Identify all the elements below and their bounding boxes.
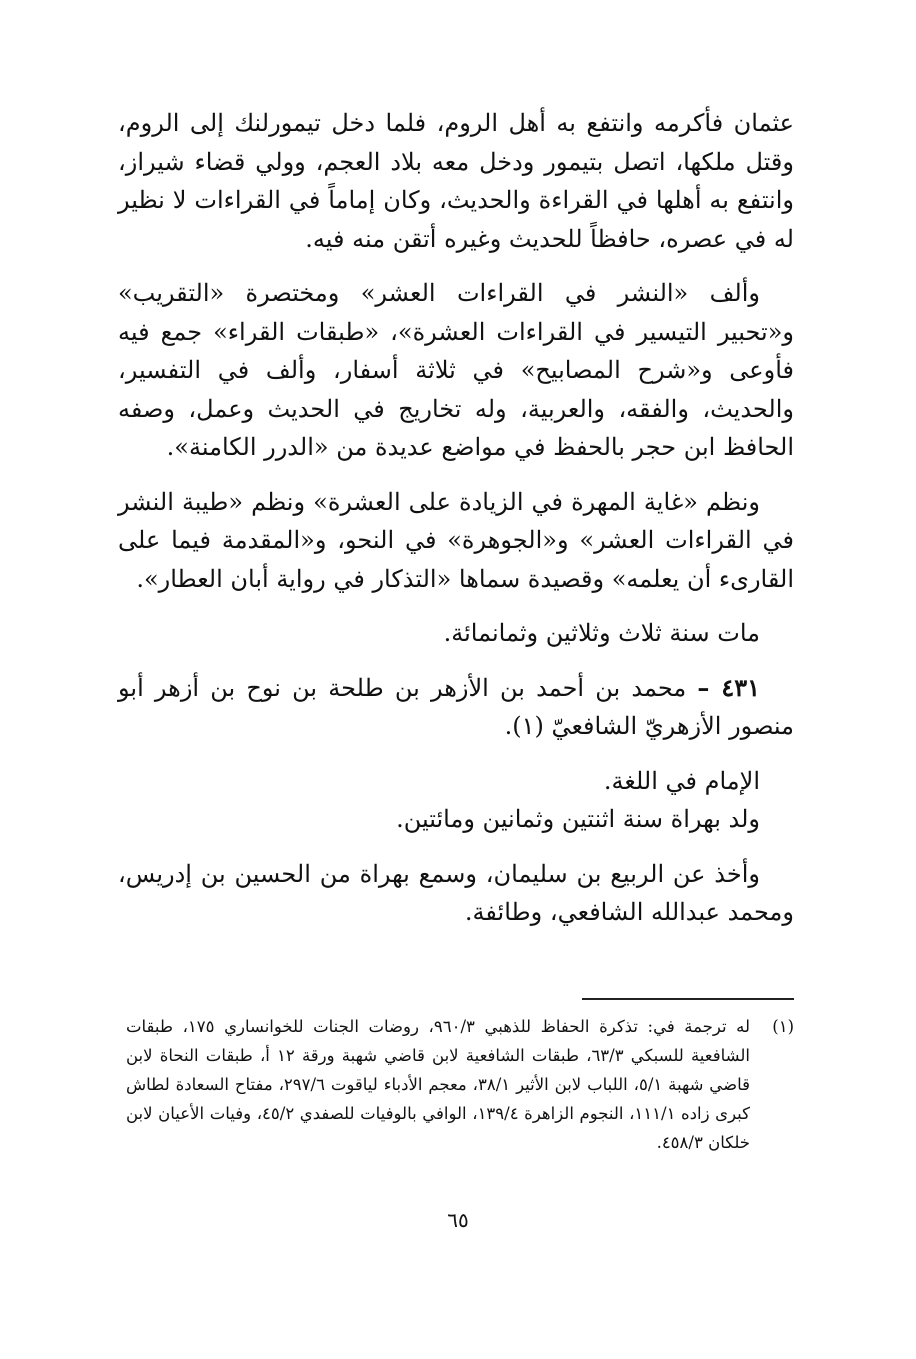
paragraph-3: ونظم «غاية المهرة في الزيادة على العشرة» ونظم «طيبة النشر في القراءات العشر» و«الجوهرة» في النحو، و«المقدمة فيما على القارىء أن يعلمه» وقصيدة سماها «التذكار في رواية أبان العطار». [118,487,794,593]
footnote-1 [126,1012,794,1157]
footnote-marker: (١) [772,1017,794,1036]
footnote-text: له ترجمة في: تذكرة الحفاظ للذهبي ٩٦٠/٣، روضات الجنات للخوانساري ١٧٥، طبقات الشافعية للسبكي ٦٣/٣، طبقات الشافعية لابن قاضي شهبة ورقة ١٢ أ، طبقات النحاة لابن قاضي شهبة ٥/١، اللباب لابن الأثير ٣٨/١، معجم الأدباء لياقوت ٢٩٧/٦، مفتاح السعادة لطاش كبرى زاده ١١١/١، النجوم الزاهرة ١٣٩/٤، الوافي بالوفيات للصفدي ٤٥/٢، وفيات الأعيان لابن خلكان ٤٥٨/٣. [126,1017,751,1152]
entry-text: محمد بن أحمد بن الأزهر بن طلحة بن نوح بن أزهر أبو منصور الأزهريّ الشافعيّ (١). [118,673,794,740]
paragraph-4: مات سنة ثلاث وثلاثين وثمانمائة. [443,619,760,647]
paragraph-1: عثمان فأكرمه وانتفع به أهل الروم، فلما دخل تيمورلنك إلى الروم، وقتل ملكها، اتصل بتيمور ودخل معه بلاد العجم، وولي قضاء شيراز، وانتفع به أهلها في القراءة والحديث، وكان إماماً في القراءات لا نظير له في عصره، حافظاً للحديث وغيره أتقن منه فيه. [118,109,795,253]
main-text [118,104,794,948]
entry-431 [118,669,794,746]
paragraph-6a: الإمام في اللغة. [603,766,760,795]
paragraph-6b: ولد بهراة سنة اثنتين وثمانين ومائتين. [396,805,760,833]
entry-number: ٤٣١ – [697,672,760,702]
footnotes [126,1012,794,1157]
paragraph-2: وألف «النشر في القراءات العشر» ومختصرة «التقريب» و«تحبير التيسير في القراءات العشرة»، «طبقات القراء» جمع فيه فأوعى و«شرح المصابيح» في ثلاثة أسفار، وألف في التفسير، والحديث، والفقه، والعربية، وله تخاريج في الحديث وعمل، وصفه الحافظ ابن حجر بالحفظ في مواضع عديدة من «الدرر الكامنة». [118,279,794,461]
paragraph-7: وأخذ عن الربيع بن سليمان، وسمع بهراة من الحسين بن إدريس، ومحمد عبدالله الشافعي، وطائفة. [118,859,794,926]
footnote-divider [582,998,794,1000]
page-number: ٦٥ [447,1208,469,1232]
